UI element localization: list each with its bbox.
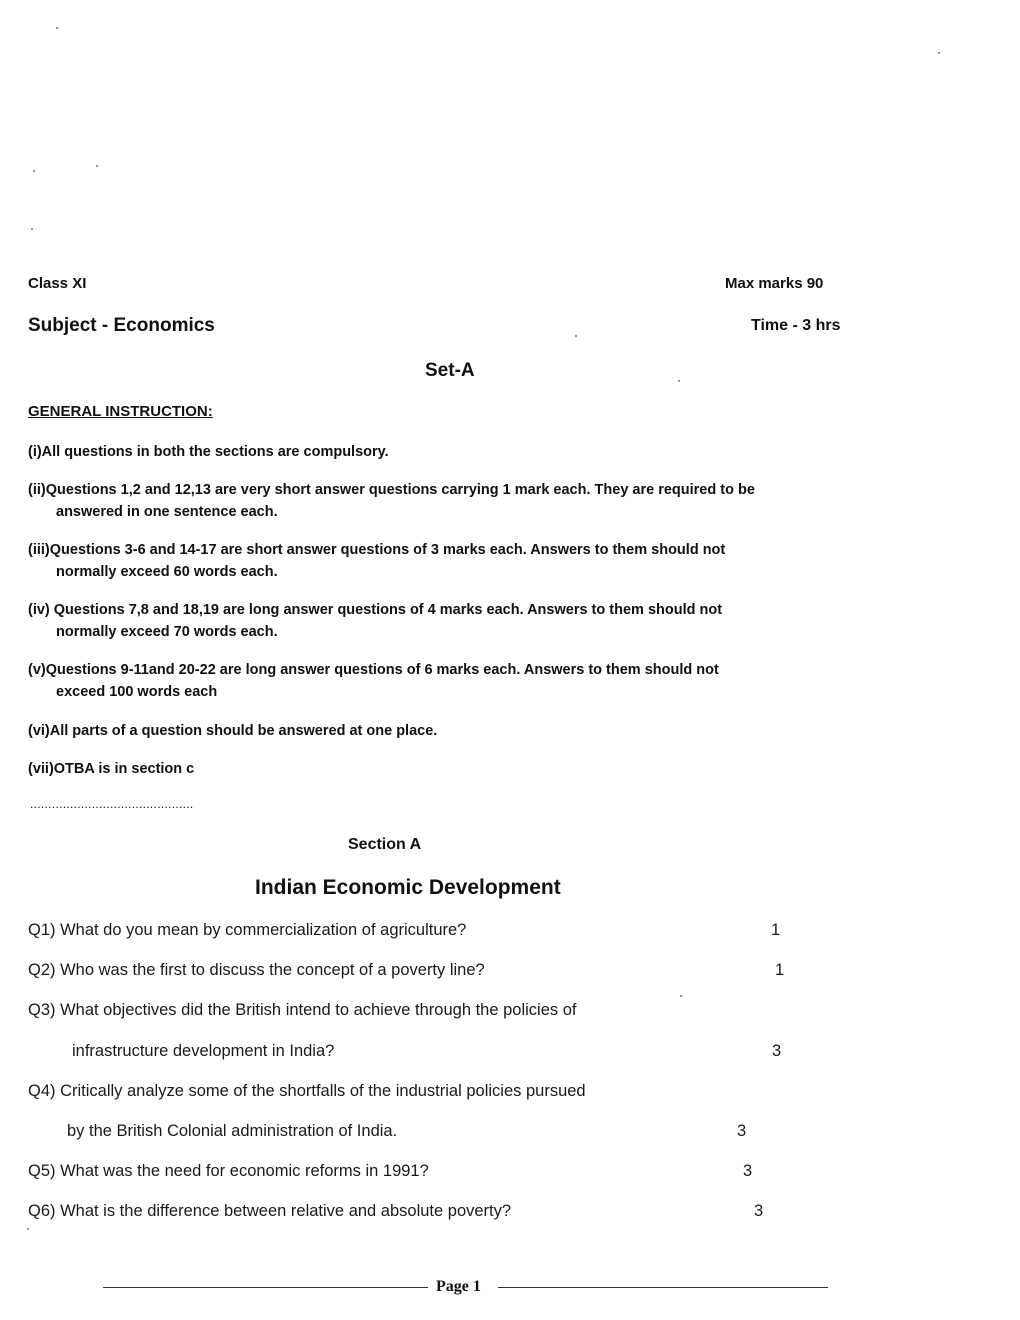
dotted-separator: ............................................. (30, 797, 194, 811)
scan-speck (678, 380, 680, 382)
instruction-item (28, 599, 722, 643)
instructions-heading: GENERAL INSTRUCTION: (28, 403, 213, 420)
footer-rule-left (103, 1287, 428, 1288)
instruction-item (28, 720, 437, 742)
instruction-text: (i)All questions in both the sections are compulsory. (28, 444, 389, 460)
question-marks: 3 (737, 1122, 747, 1140)
question-marks: 1 (775, 961, 785, 979)
question-marks: 3 (772, 1042, 782, 1060)
instruction-text: (v)Questions 9-11and 20-22 are long answer questions of 6 marks each. Answers to them should not (28, 662, 719, 678)
question-line-continued: infrastructure development in India? (72, 1042, 335, 1060)
scan-speck (96, 165, 98, 167)
question-line: Q4) Critically analyze some of the shortfalls of the industrial policies pursued (28, 1082, 586, 1100)
scan-speck (938, 52, 940, 54)
scan-speck (575, 335, 577, 337)
subject-title: Subject - Economics (28, 315, 215, 336)
question-line: Q2) Who was the first to discuss the concept of a poverty line? (28, 961, 485, 979)
instruction-text: (vi)All parts of a question should be answered at one place. (28, 723, 438, 739)
question-line: Q6) What is the difference between relative and absolute poverty? (28, 1202, 512, 1220)
scan-speck (56, 27, 58, 29)
instruction-item (28, 441, 389, 463)
page-number: Page 1 (436, 1278, 481, 1295)
instruction-item (28, 659, 719, 703)
set-label: Set-A (425, 360, 475, 381)
footer-rule-right (498, 1287, 828, 1288)
instruction-item (28, 479, 755, 523)
section-title: Indian Economic Development (255, 876, 561, 899)
scan-speck (27, 1228, 29, 1230)
instruction-text-continued: exceed 100 words each (56, 684, 218, 700)
question-marks: 3 (743, 1162, 753, 1180)
question-line: Q5) What was the need for economic reforms in 1991? (28, 1162, 429, 1180)
scan-speck (33, 170, 35, 172)
instruction-item (28, 758, 194, 780)
class-label: Class XI (28, 275, 87, 292)
question-line-continued: by the British Colonial administration of India. (67, 1122, 398, 1140)
scan-speck (31, 228, 33, 230)
question-line: Q3) What objectives did the British intend to achieve through the policies of (28, 1001, 577, 1019)
question-marks: 3 (754, 1202, 764, 1220)
instruction-item (28, 539, 725, 583)
instruction-text-continued: normally exceed 70 words each. (56, 624, 278, 640)
instruction-text-continued: answered in one sentence each. (56, 504, 278, 520)
section-label: Section A (348, 836, 422, 853)
instruction-text: (ii)Questions 1,2 and 12,13 are very short answer questions carrying 1 mark each. They are required to be (28, 482, 755, 498)
max-marks: Max marks 90 (725, 275, 824, 292)
instruction-text-continued: normally exceed 60 words each. (56, 564, 278, 580)
question-line: Q1) What do you mean by commercialization of agriculture? (28, 921, 467, 939)
scan-speck (680, 995, 682, 997)
instruction-text: (iv) Questions 7,8 and 18,19 are long answer questions of 4 marks each. Answers to them should not (28, 602, 723, 618)
time-duration: Time - 3 hrs (751, 317, 841, 334)
instruction-text: (vii)OTBA is in section c (28, 761, 195, 777)
question-marks: 1 (771, 921, 781, 939)
instruction-text: (iii)Questions 3-6 and 14-17 are short answer questions of 3 marks each. Answers to them should not (28, 542, 726, 558)
